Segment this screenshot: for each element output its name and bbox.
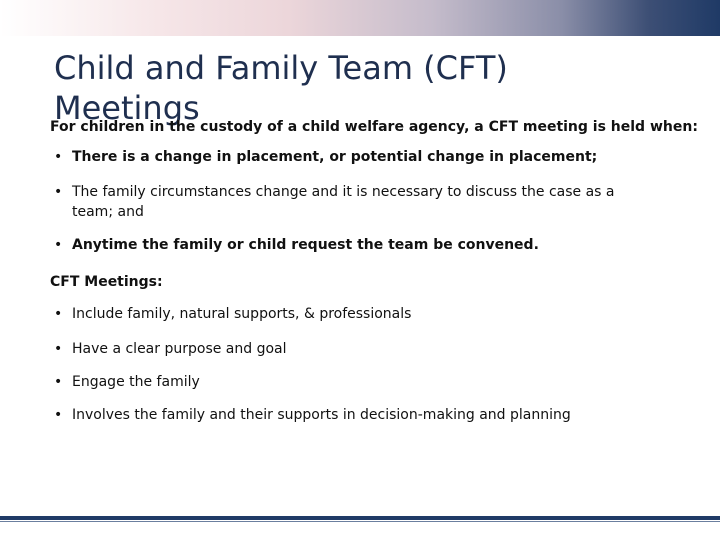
condition-item (50, 182, 680, 222)
bullet-icon: • (54, 306, 63, 322)
footer-rule-thin (0, 521, 720, 522)
bullet-icon: • (54, 184, 63, 200)
intro-text: For children in the custody of a child welfare agency, a CFT meeting is held when: (50, 119, 698, 135)
bullet-icon: • (54, 407, 63, 423)
meeting-point-item (50, 304, 680, 324)
condition-text: The family circumstances change and it is necessary to discuss the case as a team; and (72, 184, 615, 220)
meeting-point-text: Have a clear purpose and goal (72, 341, 287, 357)
meeting-point-text: Include family, natural supports, & professionals (72, 306, 412, 322)
meetings-label: CFT Meetings: (50, 274, 163, 290)
slide-title: Child and Family Team (CFT) Meetings (54, 49, 508, 127)
meeting-point-item (50, 372, 680, 392)
condition-item (50, 235, 680, 255)
condition-text: Anytime the family or child request the team be convened. (72, 237, 539, 253)
bullet-icon: • (54, 341, 63, 357)
bullet-icon: • (54, 374, 63, 390)
header-gradient-band (0, 0, 720, 36)
footer-rule (0, 516, 720, 520)
meeting-point-text: Involves the family and their supports in decision-making and planning (72, 407, 571, 423)
condition-item (50, 147, 680, 167)
meeting-point-text: Engage the family (72, 374, 200, 390)
meeting-point-item (50, 405, 680, 425)
meeting-point-item (50, 339, 680, 359)
bullet-icon: • (54, 237, 63, 253)
condition-text: There is a change in placement, or potential change in placement; (72, 149, 598, 165)
bullet-icon: • (54, 149, 63, 165)
